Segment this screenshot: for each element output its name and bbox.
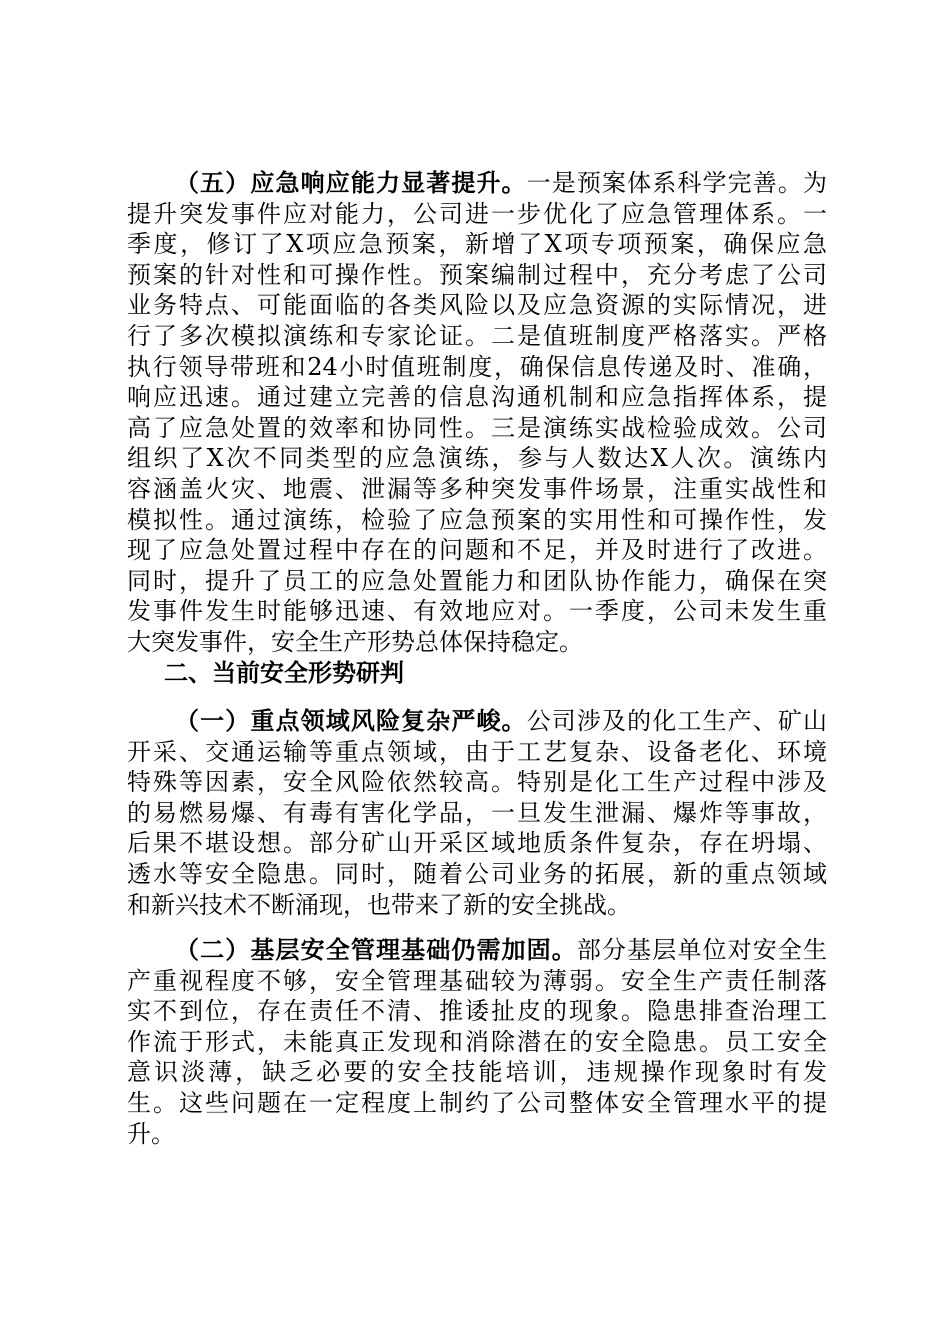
paragraph-key-risks — [127, 706, 827, 920]
paragraph-line: 季度，修订了X项应急预案，新增了X项专项预案，确保应急 — [127, 230, 827, 259]
paragraph-emergency-response — [127, 168, 827, 658]
paragraph-line: 意识淡薄，缺乏必要的安全技能培训，违规操作现象时有发 — [127, 1058, 827, 1087]
paragraph-line: 升。 — [127, 1119, 175, 1148]
paragraph-title: （一）重点领域风险复杂严峻。 — [175, 707, 527, 735]
paragraph-line: 后果不堪设想。部分矿山开采区域地质条件复杂，存在坍塌、 — [127, 829, 827, 858]
paragraph-line: 开采、交通运输等重点领域，由于工艺复杂、设备老化、环境 — [127, 737, 827, 766]
paragraph-first-line — [127, 706, 827, 737]
paragraph-line: 作流于形式，未能真正发现和消除潜在的安全隐患。员工安全 — [127, 1027, 827, 1056]
paragraph-line: 大突发事件，安全生产形势总体保持稳定。 — [127, 627, 583, 656]
paragraph-line: 响应迅速。通过建立完善的信息沟通机制和应急指挥体系，提 — [127, 383, 827, 412]
paragraph-line: 的易燃易爆、有毒有害化学品，一旦发生泄漏、爆炸等事故， — [127, 798, 827, 827]
paragraph-line: 实不到位，存在责任不清、推诿扯皮的现象。隐患排查治理工 — [127, 997, 827, 1026]
paragraph-line: 产重视程度不够，安全管理基础较为薄弱。安全生产责任制落 — [127, 966, 827, 995]
paragraph-line: 执行领导带班和24小时值班制度，确保信息传递及时、准确， — [127, 352, 827, 381]
paragraph-line: 提升突发事件应对能力，公司进一步优化了应急管理体系。一 — [127, 199, 827, 228]
paragraph-line: 预案的针对性和可操作性。预案编制过程中，充分考虑了公司 — [127, 260, 827, 289]
paragraph-line: 和新兴技术不断涌现，也带来了新的安全挑战。 — [127, 890, 631, 919]
section-heading: 二、当前安全形势研判 — [164, 659, 404, 687]
paragraph-title: （五）应急响应能力显著提升。 — [175, 169, 527, 197]
paragraph-text: 部分基层单位对安全生 — [576, 936, 828, 964]
paragraph-text: 一是预案体系科学完善。为 — [526, 169, 828, 197]
paragraph-first-line — [127, 168, 827, 199]
paragraph-line: 行了多次模拟演练和专家论证。二是值班制度严格落实。严格 — [127, 321, 827, 350]
paragraph-line: 透水等安全隐患。同时，随着公司业务的拓展，新的重点领域 — [127, 859, 827, 888]
paragraph-line: 模拟性。通过演练，检验了应急预案的实用性和可操作性，发 — [127, 505, 827, 534]
paragraph-line: 容涵盖火灾、地震、泄漏等多种突发事件场景，注重实战性和 — [127, 474, 827, 503]
paragraph-line: 业务特点、可能面临的各类风险以及应急资源的实际情况，进 — [127, 291, 827, 320]
paragraph-line: 生。这些问题在一定程度上制约了公司整体安全管理水平的提 — [127, 1088, 827, 1117]
paragraph-line: 同时，提升了员工的应急处置能力和团队协作能力，确保在突 — [127, 566, 827, 595]
paragraph-first-line — [127, 935, 827, 966]
paragraph-line: 高了应急处置的效率和协同性。三是演练实战检验成效。公司 — [127, 413, 827, 442]
paragraph-title: （二）基层安全管理基础仍需加固。 — [175, 936, 577, 964]
paragraph-line: 现了应急处置过程中存在的问题和不足，并及时进行了改进。 — [127, 536, 827, 565]
paragraph-line: 组织了X次不同类型的应急演练，参与人数达X人次。演练内 — [127, 444, 827, 473]
paragraph-line: 特殊等因素，安全风险依然较高。特别是化工生产过程中涉及 — [127, 768, 827, 797]
paragraph-line: 发事件发生时能够迅速、有效地应对。一季度，公司未发生重 — [127, 597, 827, 626]
paragraph-grassroots-management — [127, 935, 827, 1149]
paragraph-text: 公司涉及的化工生产、矿山 — [526, 707, 828, 735]
